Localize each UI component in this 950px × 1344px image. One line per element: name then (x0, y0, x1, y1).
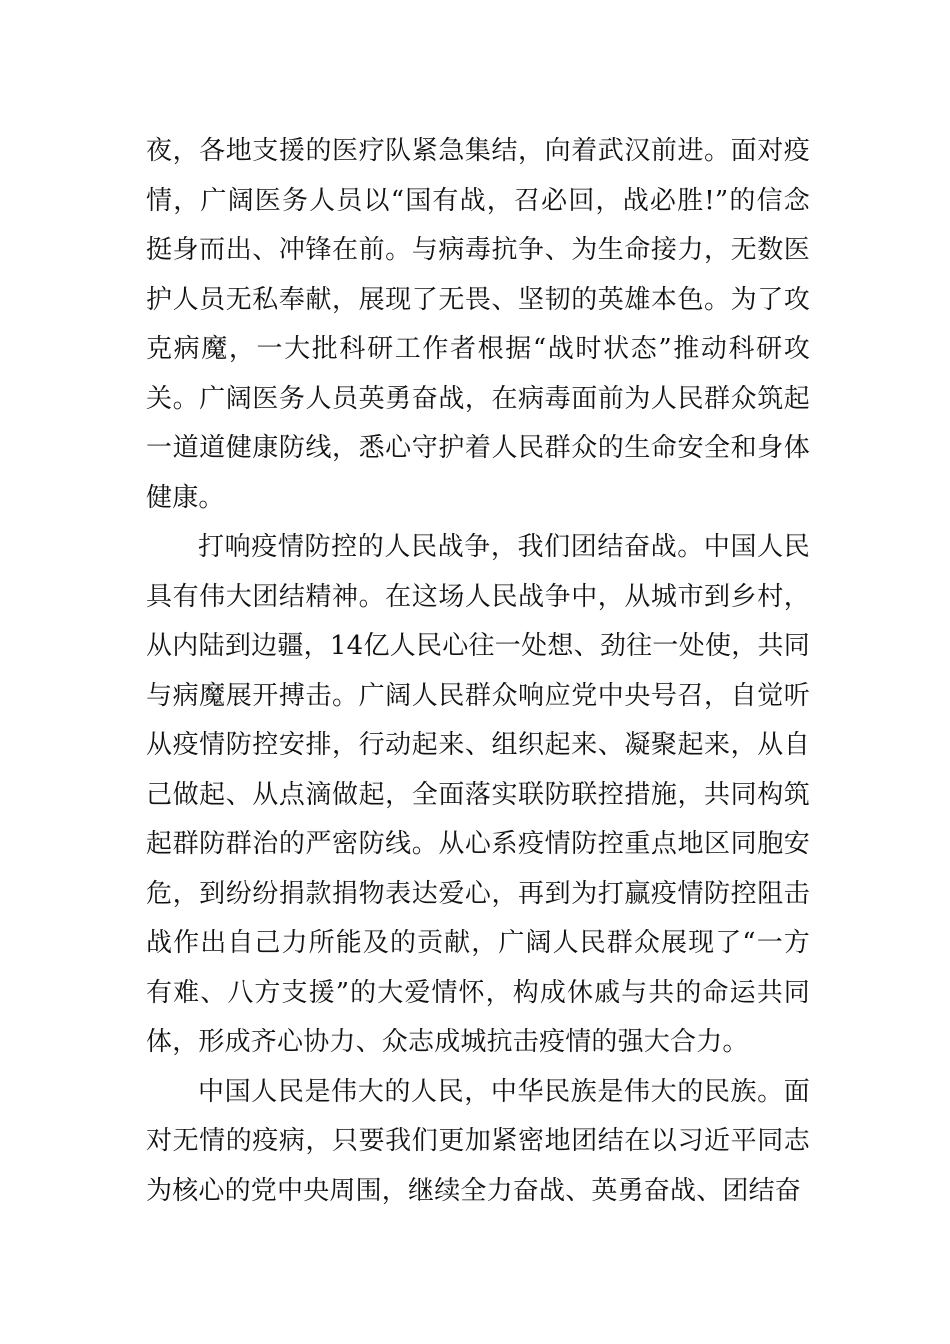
paragraph-continued: 夜，各地支援的医疗队紧急集结，向着武汉前进。面对疫情，广阔医务人员以“国有战，召必回，战必胜!”的信念挺身而出、冲锋在前。与病毒抗争、为生命接力，无数医护人员无私奉献，展现了无畏、坚韧的英雄本色。为了攻克病魔，一大批科研工作者根据“战时状态”推动科研攻关。广阔医务人员英勇奋战，在病毒面前为人民群众筑起一道道健康防线，悉心守护着人民群众的生命安全和身体健康。 (146, 136, 810, 513)
document-body (146, 127, 810, 1216)
paragraph-conclusion: 中国人民是伟大的人民，中华民族是伟大的民族。面对无情的疫病，只要我们更加紧密地团结在以习近平同志为核心的党中央周围，继续全力奋战、英勇奋战、团结奋 (146, 1076, 810, 1206)
paragraph-unity: 打响疫情防控的人民战争，我们团结奋战。中国人民具有伟大团结精神。在这场人民战争中，从城市到乡村，从内陆到边疆，14亿人民心往一处想、劲往一处使，共同与病魔展开搏击。广阔人民群众响应党中央号召，自觉听从疫情防控安排，行动起来、组织起来、凝聚起来，从自己做起、从点滴做起，全面落实联防联控措施，共同构筑起群防群治的严密防线。从心系疫情防控重点地区同胞安危，到纷纷捐款捐物表达爱心，再到为打赢疫情防控阻击战作出自己力所能及的贡献，广阔人民群众展现了“一方有难、八方支援”的大爱情怀，构成休戚与共的命运共同体，形成齐心协力、众志成城抗击疫情的强大合力。 (146, 532, 810, 1057)
